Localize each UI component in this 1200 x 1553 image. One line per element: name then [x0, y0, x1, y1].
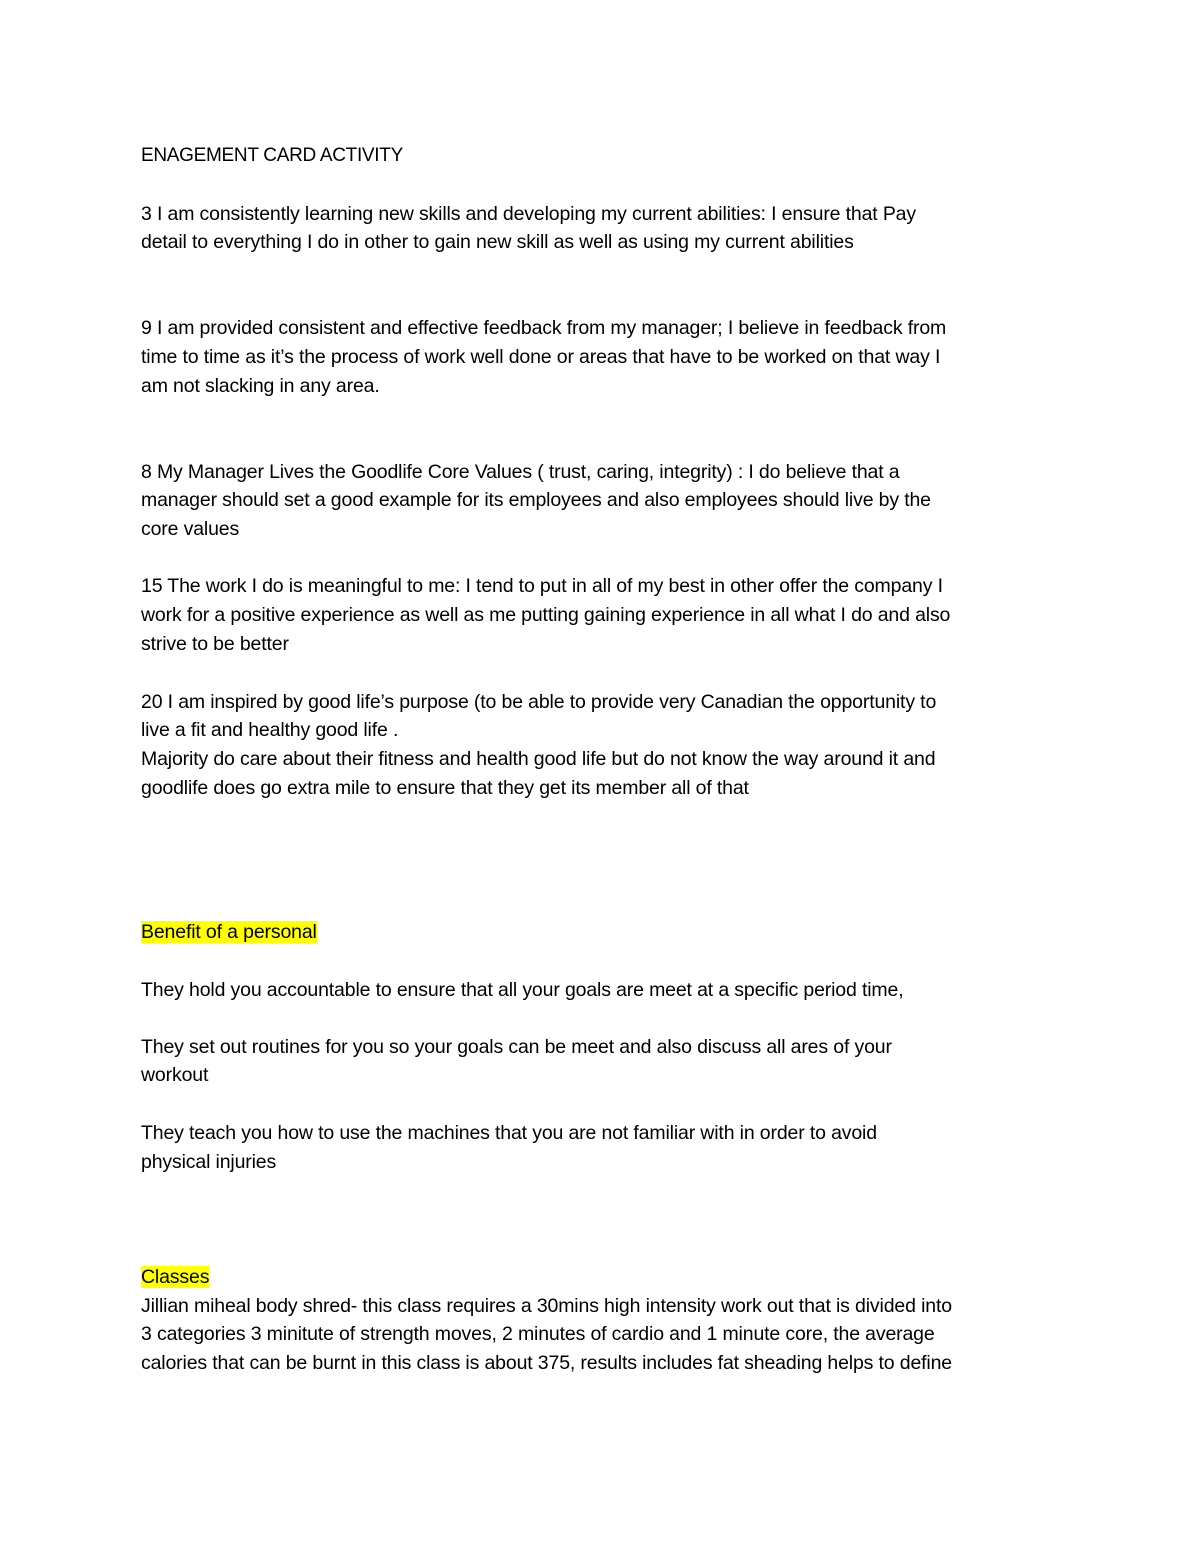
text-line: core values: [141, 518, 240, 540]
text-line: 15 The work I do is meaningful to me: I tend to put in all of my best in other offer the company I: [141, 575, 943, 597]
text-line: They set out routines for you so your goals can be meet and also discuss all ares of your: [141, 1036, 892, 1058]
text-line: 9 I am provided consistent and effective feedback from my manager; I believe in feedback from: [141, 317, 947, 339]
text-line: They hold you accountable to ensure that all your goals are meet at a specific period time,: [141, 979, 904, 1001]
text-line: physical injuries: [141, 1151, 277, 1173]
text-line: 3 I am consistently learning new skills and developing my current abilities: I ensure that Pay: [141, 203, 916, 225]
text-line: They teach you how to use the machines that you are not familiar with in order to avoid: [141, 1122, 877, 1144]
text-line: live a fit and healthy good life .: [141, 719, 399, 741]
text-line: detail to everything I do in other to gain new skill as well as using my current abilities: [141, 231, 854, 253]
text-line: 3 categories 3 minitute of strength moves, 2 minutes of cardio and 1 minute core, the average: [141, 1323, 935, 1345]
text-line: 20 I am inspired by good life’s purpose (to be able to provide very Canadian the opportunity to: [141, 691, 937, 713]
section-heading: [141, 1263, 209, 1291]
text-line: Majority do care about their fitness and health good life but do not know the way around it and: [141, 748, 936, 770]
text-line: strive to be better: [141, 633, 289, 655]
text-line: manager should set a good example for its employees and also employees should live by the: [141, 489, 931, 511]
text-line: goodlife does go extra mile to ensure that they get its member all of that: [141, 777, 749, 799]
text-line: work for a positive experience as well as me putting gaining experience in all what I do and also: [141, 604, 951, 626]
text-line: calories that can be burnt in this class is about 375, results includes fat sheading helps to define: [141, 1352, 952, 1374]
section-heading: [141, 918, 317, 946]
text-line: time to time as it’s the process of work well done or areas that have to be worked on that way I: [141, 346, 941, 368]
document-title: ENAGEMENT CARD ACTIVITY: [141, 145, 403, 166]
text-line: am not slacking in any area.: [141, 375, 380, 397]
classes-heading: Classes: [141, 1266, 210, 1288]
benefits-heading: Benefit of a personal: [141, 921, 317, 943]
text-line: 8 My Manager Lives the Goodlife Core Values ( trust, caring, integrity) : I do believe that a: [141, 461, 900, 483]
text-line: Jillian miheal body shred- this class requires a 30mins high intensity work out that is divided into: [141, 1295, 952, 1317]
text-line: workout: [141, 1064, 209, 1086]
